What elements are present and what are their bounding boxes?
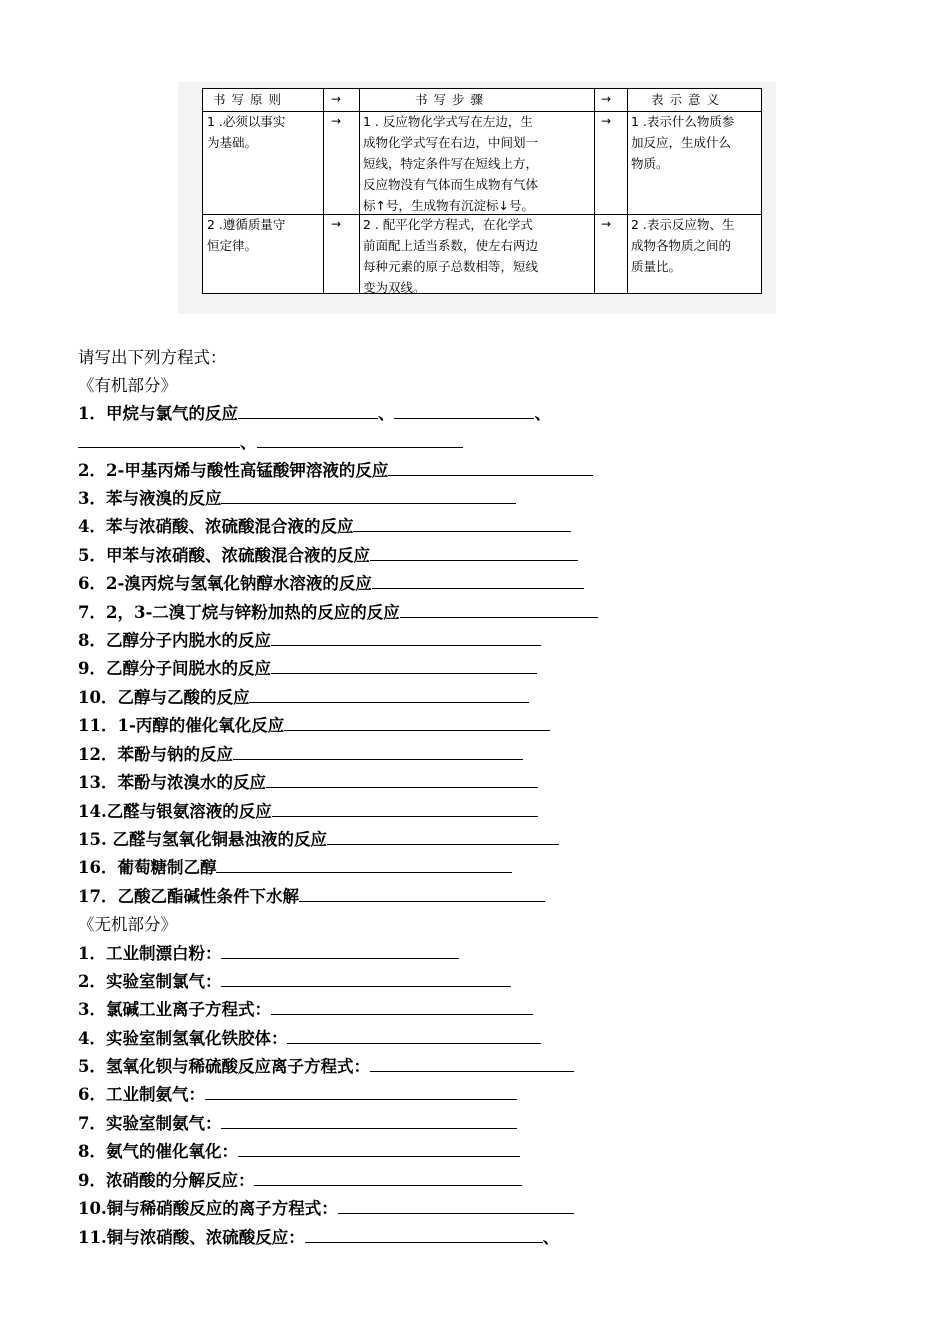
question-number: 6． (78, 1085, 106, 1104)
question-text: 乙醛与氢氧化铜悬浊液的反应 (112, 830, 327, 849)
question-number: 3． (78, 1000, 106, 1019)
answer-blank[interactable] (271, 629, 541, 646)
text-line: 为基础。 (207, 135, 258, 150)
inorganic-question-6 (78, 1083, 517, 1107)
answer-blank[interactable] (388, 459, 593, 476)
organic-question-13 (78, 771, 538, 795)
question-number: 2． (78, 972, 106, 991)
organic-question-10 (78, 686, 529, 710)
answer-blank[interactable] (221, 487, 516, 504)
arrow-icon: → (601, 114, 612, 128)
organic-question-11 (78, 714, 550, 738)
question-number: 1． (78, 404, 106, 423)
separator: 、 (240, 433, 257, 452)
organic-question-17 (78, 885, 545, 909)
question-number: 16． (78, 858, 118, 877)
header-principle: 书写原则 (213, 92, 288, 107)
question-text: 氢氧化钡与稀硫酸反应离子方程式： (105, 1057, 370, 1076)
text-line: 1 .必须以事实 (207, 114, 286, 129)
question-text: 乙醇分子内脱水的反应 (105, 631, 271, 650)
answer-blank[interactable] (287, 1027, 541, 1044)
text-line: 标↑号，生成物有沉淀标↓号。 (363, 198, 534, 213)
inorganic-question-5 (78, 1055, 574, 1079)
question-number: 6． (78, 574, 106, 593)
answer-blank[interactable] (249, 686, 529, 703)
organic-question-7 (78, 601, 598, 625)
question-text: 乙醇与乙酸的反应 (117, 688, 250, 707)
inorganic-question-7 (78, 1112, 517, 1136)
inorganic-question-9 (78, 1169, 522, 1193)
question-number: 12． (78, 745, 118, 764)
inorganic-question-4 (78, 1027, 541, 1051)
question-text: 乙酸乙酯碱性条件下水解 (117, 887, 299, 906)
question-text: 2，3-二溴丁烷与锌粉加热的反应的反应 (105, 603, 400, 622)
answer-blank[interactable] (372, 572, 584, 589)
question-text: 苯酚与钠的反应 (117, 745, 233, 764)
text-line: 恒定律。 (207, 238, 258, 253)
question-text: 实验室制氨气： (105, 1114, 222, 1133)
question-text: 铜与浓硝酸、浓硫酸反应： (106, 1228, 305, 1247)
text-line: 加反应，生成什么 (631, 135, 732, 150)
organic-question-9 (78, 657, 537, 681)
organic-heading: 《有机部分》 (78, 376, 177, 395)
question-number: 4． (78, 517, 106, 536)
text-line: 成物化学式写在右边，中间划一 (363, 135, 539, 150)
text-line: 2 .遵循质量守 (207, 217, 286, 232)
writing-rules-table-image (178, 82, 776, 314)
arrow-icon: → (331, 114, 342, 128)
question-number: 11． (78, 716, 118, 735)
question-text: 浓硝酸的分解反应： (105, 1171, 255, 1190)
answer-blank[interactable] (238, 1140, 520, 1157)
inorganic-question-8 (78, 1140, 520, 1164)
question-text: 2-溴丙烷与氢氧化钠醇水溶液的反应 (105, 574, 372, 593)
text-line: 1 . 反应物化学式写在左边，生 (363, 114, 533, 129)
question-number: 13． (78, 773, 118, 792)
inorganic-question-10 (78, 1197, 574, 1221)
question-number: 14. (78, 802, 107, 821)
question-number: 3． (78, 489, 106, 508)
question-text: 甲烷与氯气的反应 (105, 404, 238, 423)
question-number: 17． (78, 887, 118, 906)
organic-question-2 (78, 459, 593, 483)
organic-question-1-cont (78, 431, 463, 455)
question-number: 10. (78, 1199, 107, 1218)
principle-1 (207, 111, 285, 153)
question-text: 氯碱工业离子方程式： (105, 1000, 271, 1019)
answer-blank[interactable] (221, 942, 459, 959)
question-text: 甲苯与浓硝酸、浓硫酸混合液的反应 (105, 546, 370, 565)
text-line: 成物各物质之间的 (631, 238, 732, 253)
answer-blank[interactable] (338, 1197, 574, 1214)
question-text: 乙醇分子间脱水的反应 (105, 659, 271, 678)
answer-blank[interactable] (271, 998, 533, 1015)
table-row (203, 111, 761, 215)
meaning-1 (631, 111, 734, 174)
question-number: 1． (78, 944, 106, 963)
question-number: 5． (78, 546, 106, 565)
text-line: 变为双线。 (363, 280, 426, 295)
inorganic-question-3 (78, 998, 533, 1022)
header-steps: 书写步骤 (415, 92, 490, 107)
organic-question-6 (78, 572, 584, 596)
separator: 、 (542, 1228, 560, 1247)
question-number: 8． (78, 631, 106, 650)
question-text: 工业制漂白粉： (105, 944, 222, 963)
meaning-2 (631, 214, 734, 277)
header-meaning: 表示意义 (651, 92, 726, 107)
question-number: 7． (78, 1114, 106, 1133)
question-text: 1-丙醇的催化氧化反应 (117, 716, 285, 735)
answer-blank[interactable] (257, 431, 463, 448)
question-text: 铜与稀硝酸反应的离子方程式： (106, 1199, 338, 1218)
answer-blank[interactable] (221, 970, 511, 987)
organic-question-8 (78, 629, 541, 653)
organic-question-3 (78, 487, 516, 511)
inorganic-heading: 《无机部分》 (78, 915, 177, 934)
question-text: 实验室制氢氧化铁胶体： (105, 1029, 288, 1048)
steps-1 (363, 111, 538, 216)
question-number: 11. (78, 1228, 107, 1247)
organic-question-5 (78, 544, 578, 568)
principle-2 (207, 214, 285, 256)
organic-question-14 (78, 800, 538, 824)
question-text: 工业制氨气： (105, 1085, 205, 1104)
separator: 、 (534, 404, 551, 423)
writing-rules-table (202, 88, 762, 294)
answer-blank[interactable] (266, 771, 538, 788)
question-text: 苯与浓硝酸、浓硫酸混合液的反应 (105, 517, 354, 536)
question-text: 2-甲基丙烯与酸性高锰酸钾溶液的反应 (105, 461, 389, 480)
answer-blank[interactable] (216, 856, 512, 873)
text-line: 2 . 配平化学方程式，在化学式 (363, 217, 533, 232)
text-line: 质量比。 (631, 259, 682, 274)
text-line: 反应物没有气体而生成物有气体 (363, 177, 539, 192)
answer-blank[interactable] (238, 402, 378, 419)
answer-blank[interactable] (272, 800, 538, 817)
answer-blank[interactable] (205, 1083, 517, 1100)
inorganic-question-2 (78, 970, 511, 994)
question-number: 4． (78, 1029, 106, 1048)
answer-blank[interactable] (299, 885, 545, 902)
answer-blank[interactable] (394, 402, 534, 419)
question-text: 苯与液溴的反应 (105, 489, 222, 508)
question-text: 氨气的催化氧化： (105, 1142, 238, 1161)
answer-blank[interactable] (370, 544, 578, 561)
answer-blank[interactable] (327, 828, 559, 845)
answer-blank[interactable] (233, 743, 523, 760)
question-text: 乙醛与银氨溶液的反应 (106, 802, 272, 821)
text-line: 物质。 (631, 156, 669, 171)
question-number: 9． (78, 659, 106, 678)
arrow-icon: → (331, 92, 342, 106)
organic-question-16 (78, 856, 512, 880)
organic-question-1 (78, 402, 551, 426)
question-text: 实验室制氯气： (105, 972, 222, 991)
organic-question-12 (78, 743, 523, 767)
answer-blank[interactable] (370, 1055, 574, 1072)
answer-blank[interactable] (400, 601, 598, 618)
table-header-row (203, 89, 761, 112)
arrow-icon: → (601, 217, 612, 231)
inorganic-question-1 (78, 942, 459, 966)
question-number: 8． (78, 1142, 106, 1161)
question-number: 5． (78, 1057, 106, 1076)
table-row (203, 214, 761, 294)
intro-text: 请写出下列方程式： (78, 348, 227, 367)
text-line: 短线，特定条件写在短线上方， (363, 156, 539, 171)
question-number: 10． (78, 688, 118, 707)
text-line: 2 .表示反应物、生 (631, 217, 735, 232)
arrow-icon: → (331, 217, 342, 231)
question-text: 葡萄糖制乙醇 (117, 858, 217, 877)
text-line: 每种元素的原子总数相等，短线 (363, 259, 539, 274)
question-number: 9． (78, 1171, 106, 1190)
organic-question-15 (78, 828, 559, 852)
organic-question-4 (78, 515, 571, 539)
question-number: 15. (78, 830, 113, 849)
answer-blank[interactable] (254, 1169, 522, 1186)
answer-blank[interactable] (271, 657, 537, 674)
answer-blank[interactable] (78, 431, 240, 448)
separator: 、 (377, 404, 395, 423)
arrow-icon: → (601, 92, 612, 106)
answer-blank[interactable] (284, 714, 550, 731)
steps-2 (363, 214, 538, 298)
question-number: 7． (78, 603, 106, 622)
text-line: 前面配上适当系数，使左右两边 (363, 238, 539, 253)
answer-blank[interactable] (305, 1226, 543, 1243)
answer-blank[interactable] (221, 1112, 517, 1129)
text-line: 1 .表示什么物质参 (631, 114, 735, 129)
answer-blank[interactable] (353, 515, 571, 532)
question-text: 苯酚与浓溴水的反应 (117, 773, 266, 792)
question-number: 2． (78, 461, 106, 480)
inorganic-question-11 (78, 1226, 559, 1250)
